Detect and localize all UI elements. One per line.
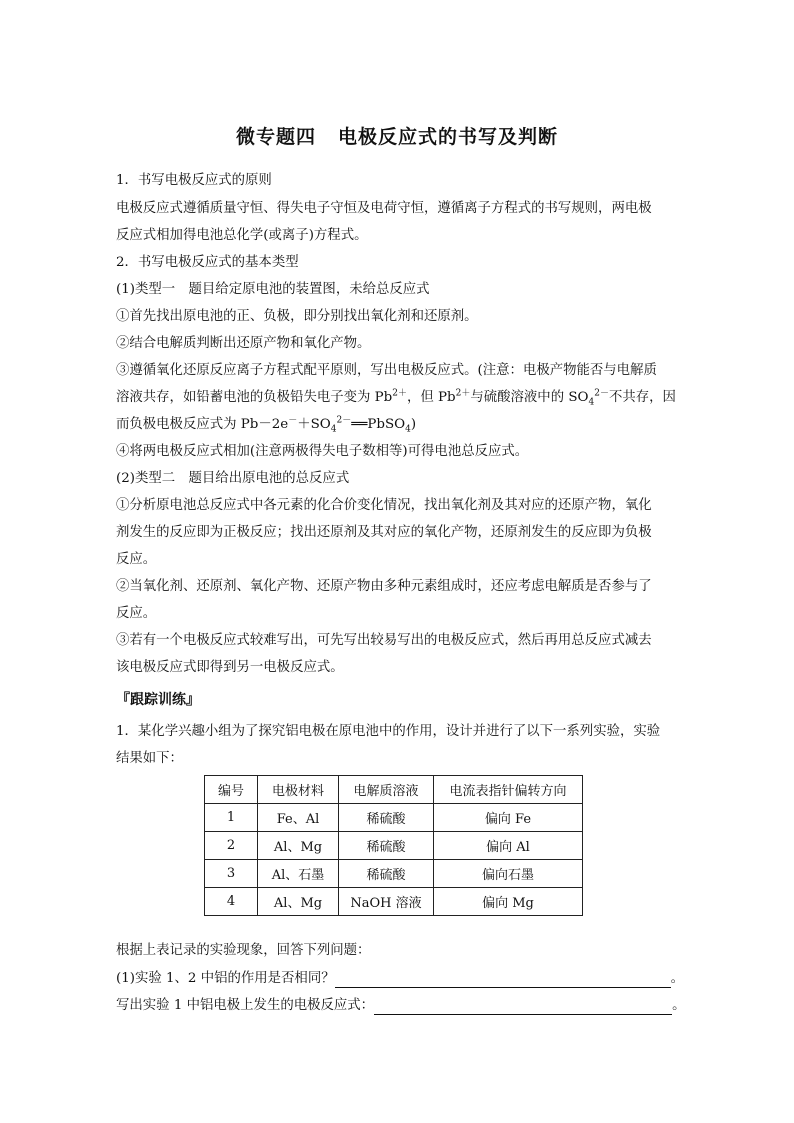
paragraph: 反应。 — [116, 606, 157, 621]
question-text: 1．某化学兴趣小组为了探究铝电极在原电池中的作用，设计并进行了以下一系列实验，实验 — [116, 724, 661, 739]
table-cell: NaOH 溶液 — [339, 888, 434, 916]
table-header: 电解质溶液 — [339, 776, 434, 804]
table-row — [205, 804, 583, 832]
experiment-table — [204, 775, 583, 916]
paragraph: ①首先找出原电池的正、负极，即分别找出氧化剂和还原剂。 — [116, 309, 478, 324]
table-cell: 2 — [205, 832, 258, 860]
paragraph: ④将两电极反应式相加(注意两极得失电子数相等)可得电池总反应式。 — [116, 444, 529, 459]
punctuation: 。 — [672, 998, 686, 1013]
subscript: 4 — [405, 424, 411, 435]
table-cell: 稀硫酸 — [339, 804, 434, 832]
table-header: 电极材料 — [258, 776, 339, 804]
paragraph: ②结合电解质判断出还原产物和氧化产物。 — [116, 336, 371, 351]
subscript: 4 — [588, 397, 595, 408]
table-cell: 偏向 Mg — [434, 888, 583, 916]
paragraph: 反应式相加得电池总化学(或离子)方程式。 — [116, 228, 368, 243]
answer-blank[interactable] — [335, 973, 671, 988]
paragraph: ②当氧化剂、还原剂、氧化产物、还原产物由多种元素组成时，还应考虑电解质是否参与了 — [116, 579, 652, 594]
table-cell: Al、石墨 — [258, 860, 339, 888]
paragraph: ①分析原电池总反应式中各元素的化合价变化情况，找出氧化剂及其对应的还原产物，氧化 — [116, 498, 652, 513]
superscript: － — [288, 415, 298, 426]
table-cell: 1 — [205, 804, 258, 832]
question-text: (1)实验 1、2 中铝的作用是否相同？ — [116, 971, 335, 986]
table-cell: 偏向 Fe — [434, 804, 583, 832]
table-row — [205, 888, 583, 916]
table-cell: Al、Mg — [258, 832, 339, 860]
question-text: 写出实验 1 中铝电极上发生的电极反应式： — [116, 998, 375, 1013]
paragraph — [116, 389, 686, 407]
paragraph: ③若有一个电极反应式较难写出，可先写出较易写出的电极反应式，然后再用总反应式减去 — [116, 633, 652, 648]
text-run: ══PbSO — [351, 417, 406, 432]
question-line — [116, 970, 686, 988]
paragraph: 反应。 — [116, 552, 157, 567]
text-run: ) — [410, 417, 417, 432]
subscript: 4 — [330, 424, 337, 435]
question-line — [116, 997, 686, 1015]
paragraph: 电极反应式遵循质量守恒、得失电子守恒及电荷守恒，遵循离子方程式的书写规则，两电极 — [116, 201, 652, 216]
section1-heading: 1．书写电极反应式的原则 — [116, 173, 272, 188]
title-prefix: 微专题四 — [235, 126, 316, 148]
text-run: ＋SO — [297, 417, 331, 432]
text-run: 不共存，因 — [608, 390, 676, 405]
text-run: 而负极电极反应式为 Pb－2e — [116, 417, 289, 432]
paragraph: 该电极反应式即得到另一电极反应式。 — [116, 660, 344, 675]
table-header-row — [205, 776, 583, 804]
paragraph: 根据上表记录的实验现象，回答下列问题： — [116, 943, 371, 958]
table-cell: 稀硫酸 — [339, 832, 434, 860]
table-cell: 偏向石墨 — [434, 860, 583, 888]
superscript: 2－ — [336, 415, 352, 426]
paragraph — [116, 416, 686, 434]
type2-heading: (2)类型二 题目给出原电池的总反应式 — [116, 471, 350, 486]
punctuation: 。 — [670, 971, 684, 986]
text-run: ，但 Pb — [407, 390, 456, 405]
table-cell: 4 — [205, 888, 258, 916]
superscript: 2－ — [594, 388, 609, 399]
superscript: 2＋ — [455, 388, 471, 399]
text-run: 与硫酸溶液中的 SO — [470, 390, 589, 405]
section2-heading: 2．书写电极反应式的基本类型 — [116, 255, 299, 270]
table-header: 编号 — [205, 776, 258, 804]
paragraph: 剂发生的反应即为正极反应；找出还原剂及其对应的氧化产物，还原剂发生的反应即为负极 — [116, 525, 652, 540]
paragraph: ③遵循氧化还原反应离子方程式配平原则，写出电极反应式。(注意：电极产物能否与电解质 — [116, 363, 657, 378]
table-cell: 3 — [205, 860, 258, 888]
table-row — [205, 832, 583, 860]
table-row — [205, 860, 583, 888]
table-cell: 偏向 Al — [434, 832, 583, 860]
page-title — [0, 122, 794, 149]
table-cell: 稀硫酸 — [339, 860, 434, 888]
table-cell: Al、Mg — [258, 888, 339, 916]
question-text: 结果如下： — [116, 751, 183, 766]
superscript: 2＋ — [392, 388, 407, 399]
type1-heading: (1)类型一 题目给定原电池的装置图，未给总反应式 — [116, 282, 430, 297]
table-cell: Fe、Al — [258, 804, 339, 832]
title-text: 电极反应式的书写及判断 — [338, 126, 559, 148]
table-header: 电流表指针偏转方向 — [434, 776, 583, 804]
practice-heading: 『跟踪训练』 — [116, 692, 200, 708]
text-run: 溶液共存，如铅蓄电池的负极铅失电子变为 Pb — [116, 390, 393, 405]
answer-blank[interactable] — [374, 1000, 672, 1015]
